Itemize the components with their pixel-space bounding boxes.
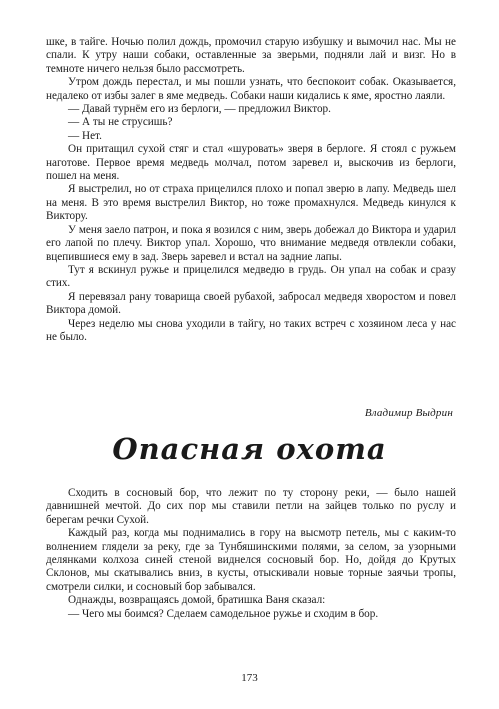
paragraph: Через неделю мы снова уходили в тайгу, но таких встреч с хозяином леса у нас не было. bbox=[46, 317, 456, 343]
paragraph: Утром дождь перестал, и мы пошли узнать, что беспокоит собак. Оказывается, недалеко от избы залег в яме медведь. Собаки наши кидались к яме, яростно лаяли. bbox=[46, 76, 456, 102]
dialogue-line: — Чего мы боимся? Сделаем самодельное ружье и сходим в бор. bbox=[68, 607, 379, 620]
paragraph: Я перевязал рану товарища своей рубахой, забросал медведя хворостом и повел Виктора домой. bbox=[46, 290, 456, 317]
dialogue-line: — Нет. bbox=[68, 129, 102, 142]
dialogue-line: — Давай турнём его из берлоги, — предложил Виктор. bbox=[68, 103, 331, 116]
story-title: Опасная охота bbox=[112, 432, 387, 466]
paragraph: Каждый раз, когда мы поднимались в гору на высмотр петель, мы с каким-то волнением глядели за реку, где за Тунбяшинскими полями, за селом, за узорными делянками колхоза синей стеной виднелся сосновый бор. Но, дойдя до Крутых Склонов, мы скатывались вниз, в кусты, отыскивали новые торные заячьи тропы, смотрели силки, и сосновый бор забывался. bbox=[46, 527, 456, 593]
dialogue-line: — А ты не струсишь? bbox=[68, 116, 173, 129]
paragraph: шке, в тайге. Ночью полил дождь, промочил старую избушку и вымочил нас. Мы не спали. К утру наши собаки, оставленные за зверьми, подняли лай и визг. Но в темноте ничего нельзя было рассмотреть. bbox=[46, 36, 456, 75]
paragraph: Он притащил сухой стяг и стал «шуровать» зверя в берлоге. Я стоял с ружьем наготове. Первое время медведь молчал, потом заревел и, выскочив из берлоги, пошел на меня. bbox=[46, 143, 456, 183]
story-two-text bbox=[46, 487, 456, 621]
author-signature: Владимир Выдрин bbox=[364, 407, 453, 419]
paragraph: Сходить в сосновый бор, что лежит по ту сторону реки, — было нашей давнишней мечтой. До сих пор мы ставили петли на зайцев только по руслу и берегам речки Сухой. bbox=[46, 487, 456, 526]
story-one-text bbox=[46, 36, 456, 344]
paragraph: Тут я вскинул ружье и прицелился медведю в грудь. Он упал на собак и сразу стих. bbox=[46, 263, 456, 290]
page-number: 173 bbox=[241, 672, 258, 684]
paragraph: У меня заело патрон, и пока я возился с ним, зверь добежал до Виктора и ударил его лапой по плечу. Виктор упал. Хорошо, что внимание медведя отвлекли собаки, вцепившиеся ему в зад. Зверь заревел и встал на задние лапы. bbox=[46, 223, 456, 263]
paragraph: Я выстрелил, но от страха прицелился плохо и попал зверю в лапу. Медведь шел на меня. В это время выстрелил Виктор, но тоже промахнулся. Медведь кинулся к Виктору. bbox=[46, 183, 456, 223]
paragraph: Однажды, возвращаясь домой, братишка Ваня сказал: bbox=[68, 594, 326, 607]
